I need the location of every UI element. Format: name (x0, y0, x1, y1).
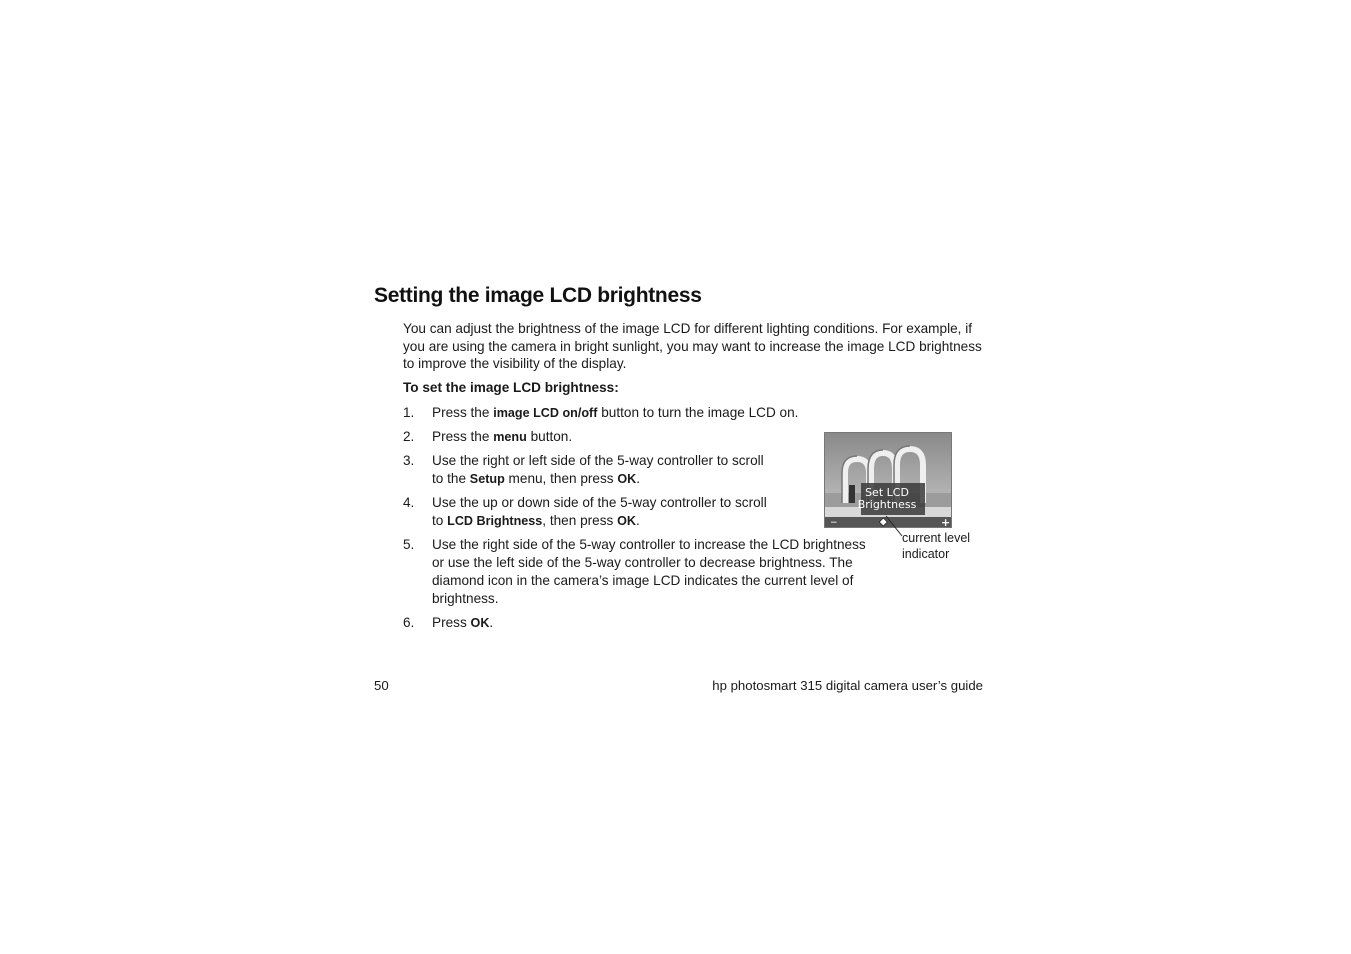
steps-list (403, 404, 872, 638)
step-text: menu, then press (504, 471, 618, 486)
step-text: . (636, 471, 641, 486)
step-text: Press (432, 615, 471, 630)
step-number: 2. (403, 429, 415, 444)
step-6 (403, 614, 872, 632)
step-text: . (636, 513, 640, 528)
lcd-menu-label: Set LCD (865, 486, 909, 499)
step-4 (403, 494, 872, 530)
step-keyword: image LCD on/off (493, 406, 598, 420)
step-1 (403, 404, 872, 422)
step-number: 1. (403, 405, 415, 420)
plus-icon: + (941, 516, 951, 527)
lcd-caption: current level indicator (902, 531, 971, 561)
step-keyword: LCD Brightness (447, 514, 543, 528)
guide-title: hp photosmart 315 digital camera user’s guide (712, 678, 983, 693)
step-keyword: OK (617, 514, 636, 528)
step-keyword: Setup (469, 472, 505, 486)
step-text: , then press (542, 513, 618, 528)
step-number: 5. (403, 537, 415, 552)
step-keyword: OK (470, 616, 490, 630)
intro-paragraph: You can adjust the brightness of the image LCD for different lighting conditions. For example, if you are using the camera in bright sunlight, you may want to increase the image LCD brightness to improve the visibility of the display. (403, 321, 982, 371)
step-text: Use the right or left side of the 5-way controller to scroll to the (432, 453, 764, 486)
step-text: button. (526, 429, 573, 444)
step-text: Press the (432, 429, 494, 444)
step-5 (403, 536, 872, 608)
minus-icon: − (830, 518, 838, 527)
page-title: Setting the image LCD brightness (374, 284, 702, 307)
procedure-heading: To set the image LCD brightness: (403, 380, 619, 395)
step-number: 6. (403, 615, 415, 630)
step-text: Use the right side of the 5-way controller to increase the LCD brightness or use the left side of the 5-way controller to decrease brightness. The diamond icon in the camera’s image LCD indicates the current level of brightness. (432, 537, 866, 606)
step-keyword: OK (617, 472, 637, 486)
page-number: 50 (374, 678, 389, 693)
step-text: Press the (432, 405, 494, 420)
step-text: . (489, 615, 494, 630)
step-3 (403, 452, 872, 488)
lcd-menu-label: Brightness (857, 498, 917, 511)
step-2 (403, 428, 872, 446)
step-keyword: menu (493, 430, 527, 444)
step-number: 4. (403, 495, 415, 510)
step-text: Use the up or down side of the 5-way controller to scroll to (432, 495, 767, 528)
step-number: 3. (403, 453, 415, 468)
step-text: button to turn the image LCD on. (597, 405, 799, 420)
